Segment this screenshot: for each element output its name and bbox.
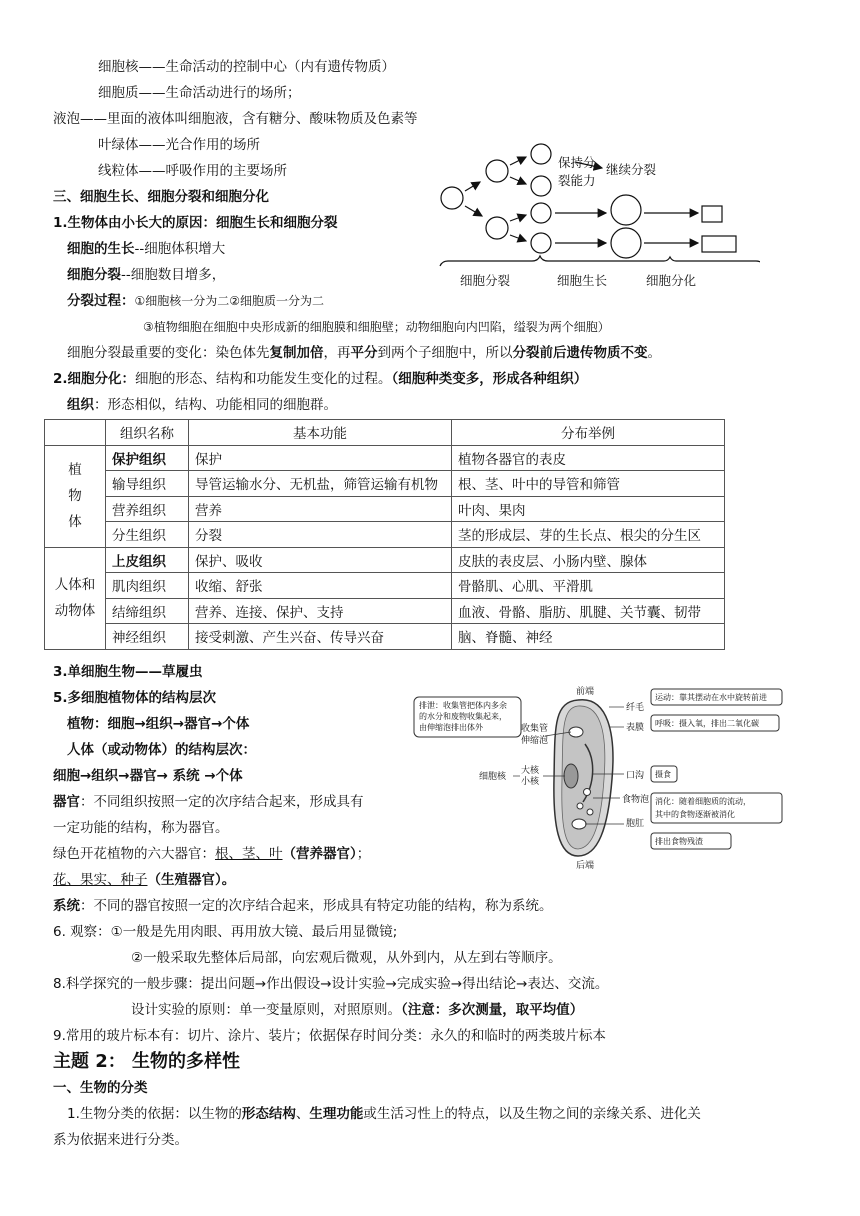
sci-steps: 8.科学探究的一般步骤：提出问题→作出假设→设计实验→完成实验→得出结论→表达、交流。 bbox=[53, 976, 609, 992]
observe-2: ②一般采取先整体后局部，向宏观后微观，从外到内，从左到右等顺序。 bbox=[131, 950, 562, 966]
vacuole-label: 伸缩泡 bbox=[521, 736, 549, 746]
slides: 9.常用的玻片标本有：切片、涂片、装片；依据保存时间分类：永久的和临时的两类玻片标本 bbox=[53, 1028, 606, 1044]
table-row bbox=[45, 471, 725, 497]
table-row bbox=[45, 445, 725, 471]
growth-def bbox=[67, 239, 225, 259]
tissue-func: 营养、连接、保护、支持 bbox=[189, 598, 452, 624]
continue-text: 继续分裂 bbox=[606, 162, 657, 177]
six-b: 根、茎、叶 bbox=[215, 846, 283, 862]
animal-levels: 细胞→组织→器官→ 系统 →个体 bbox=[53, 768, 243, 784]
collect-label: 收集管 bbox=[521, 724, 549, 734]
vacuole-line: 液泡——里面的液体叫细胞液，含有糖分、酸味物质及色素等 bbox=[53, 111, 418, 127]
group-plant bbox=[45, 445, 106, 547]
keep-text-2: 裂能力 bbox=[558, 173, 596, 188]
egest-text: 排出食物残渣 bbox=[655, 837, 703, 846]
change-a: 细胞分裂最重要的变化：染色体先 bbox=[67, 345, 270, 361]
tissue-name: 输导组织 bbox=[106, 471, 189, 497]
topic2-subtitle: 一、生物的分类 bbox=[53, 1080, 148, 1096]
sci-note: （注意：多次测量，取平均值） bbox=[401, 1002, 584, 1018]
table-row bbox=[45, 496, 725, 522]
lower-cell bbox=[486, 217, 508, 239]
label-growth: 细胞生长 bbox=[557, 273, 608, 288]
cell-division-diagram bbox=[430, 140, 760, 295]
group-plant-1: 植 bbox=[68, 462, 82, 478]
division-process bbox=[67, 291, 324, 311]
section3-title: 三、细胞生长、细胞分裂和细胞分化 bbox=[53, 189, 269, 205]
diff-text: 细胞的形态、结构和功能发生变化的过程。 bbox=[135, 371, 392, 387]
six-d: ； bbox=[356, 846, 371, 862]
table-row bbox=[45, 547, 725, 573]
plant-levels: 植物：细胞→组织→器官→个体 bbox=[67, 716, 250, 732]
table-row bbox=[45, 573, 725, 599]
organ-label: 器官 bbox=[53, 794, 80, 810]
classification-basis bbox=[67, 1104, 701, 1124]
tissue-label: 组织 bbox=[67, 397, 94, 413]
tissue-func: 收缩、舒张 bbox=[189, 573, 452, 599]
basis-a: 1.生物分类的依据：以生物的 bbox=[67, 1106, 242, 1122]
change-g: 。 bbox=[647, 345, 661, 361]
group-animal bbox=[45, 547, 106, 649]
upper-cell bbox=[486, 160, 508, 182]
paramecium-title: 3.单细胞生物——草履虫 bbox=[53, 664, 203, 680]
tissue-dist: 叶肉、果肉 bbox=[452, 496, 725, 522]
process-steps: ①细胞核一分为二②细胞质一分为二 bbox=[134, 294, 325, 308]
classification-basis-2: 系为依据来进行分类。 bbox=[53, 1132, 188, 1148]
macro-label: 大核 bbox=[521, 766, 540, 776]
mitochondria-line: 线粒体——呼吸作用的主要场所 bbox=[98, 163, 287, 179]
tissue-func: 导管运输水分、无机盐，筛管运输有机物 bbox=[189, 471, 452, 497]
organ-def-2: 一定功能的结构，称为器官。 bbox=[53, 820, 229, 836]
breath-text: 呼吸：摄入氧，排出二氧化碳 bbox=[655, 719, 759, 728]
observe-1: 6. 观察：①一般是先用肉眼、再用放大镜、最后用显微镜; bbox=[53, 924, 398, 940]
group-animal-2: 动物体 bbox=[54, 603, 96, 619]
animal-levels-title: 人体（或动物体）的结构层次： bbox=[67, 742, 256, 758]
header-func: 基本功能 bbox=[189, 420, 452, 446]
tissue-text: ：形态相似，结构、功能相同的细胞群。 bbox=[94, 397, 337, 413]
group-plant-3: 体 bbox=[68, 514, 82, 530]
nucleus-label: 细胞核 bbox=[479, 772, 507, 782]
cytoplasm-line: 细胞质——生命活动进行的场所； bbox=[98, 85, 301, 101]
tissue-def bbox=[67, 395, 337, 415]
tissue-func: 保护、吸收 bbox=[189, 547, 452, 573]
topic2-title: 主题 2： 生物的多样性 bbox=[53, 1051, 241, 1072]
six-organs-1 bbox=[53, 844, 370, 864]
diff-label: 2.细胞分化： bbox=[53, 371, 136, 387]
tissue-func: 营养 bbox=[189, 496, 452, 522]
table-row bbox=[45, 522, 725, 548]
tissue-name: 上皮组织 bbox=[106, 547, 189, 573]
cilia-label: 纤毛 bbox=[626, 703, 645, 713]
header-dist: 分布举例 bbox=[452, 420, 725, 446]
levels-title: 5.多细胞植物体的结构层次 bbox=[53, 690, 217, 706]
paramecium-diagram bbox=[413, 684, 785, 872]
change-b: 复制加倍 bbox=[269, 345, 324, 361]
diff-note: （细胞种类变多，形成各种组织） bbox=[391, 371, 588, 387]
keep-text-1: 保持分 bbox=[558, 155, 596, 170]
organ-text: ：不同组织按照一定的次序结合起来，形成具有 bbox=[80, 794, 364, 810]
division-change bbox=[67, 343, 661, 363]
chloroplast-line: 叶绿体——光合作用的场所 bbox=[98, 137, 260, 153]
tissue-dist: 血液、骨骼、脂肪、肌腱、关节囊、韧带 bbox=[452, 598, 725, 624]
sci-principle bbox=[131, 1000, 583, 1020]
label-diff: 细胞分化 bbox=[646, 273, 697, 288]
tissue-dist: 皮肤的表皮层、小肠内壁、腺体 bbox=[452, 547, 725, 573]
digest-text-2: 其中的食物逐渐被消化 bbox=[655, 810, 735, 819]
tissue-table bbox=[44, 419, 725, 650]
ingest-text: 摄食 bbox=[655, 770, 671, 779]
group-animal-1: 人体和 bbox=[54, 577, 96, 593]
table-header-row bbox=[45, 420, 725, 446]
tissue-func: 保护 bbox=[189, 445, 452, 471]
food-vacuole-label: 食物泡 bbox=[622, 795, 650, 805]
basis-d: 生理功能 bbox=[309, 1106, 364, 1122]
growth-label: 细胞的生长 bbox=[67, 241, 135, 257]
basis-b: 形态结构 bbox=[241, 1106, 296, 1122]
system-def bbox=[53, 896, 553, 916]
differentiated-cell bbox=[702, 206, 722, 222]
excretion-text-3: 由伸缩泡排出体外 bbox=[419, 723, 483, 732]
division-def bbox=[67, 265, 225, 285]
differentiation bbox=[53, 369, 587, 389]
change-c: ，再 bbox=[323, 345, 351, 361]
basis-c: 、 bbox=[295, 1106, 310, 1122]
nucleus-line: 细胞核——生命活动的控制中心（内有遗传物质） bbox=[98, 59, 395, 75]
group-plant-2: 物 bbox=[68, 488, 82, 504]
table-row bbox=[45, 624, 725, 650]
growth-reason: 1.生物体由小长大的原因：细胞生长和细胞分裂 bbox=[53, 215, 338, 231]
excretion-text-2: 的水分和废物收集起来， bbox=[419, 712, 507, 721]
tissue-dist: 植物各器官的表皮 bbox=[452, 445, 725, 471]
pellicle-label: 表膜 bbox=[626, 723, 645, 733]
six-f: （生殖器官） bbox=[147, 872, 222, 888]
change-e: 到两个子细胞中，所以 bbox=[377, 345, 513, 361]
tissue-name: 结缔组织 bbox=[106, 598, 189, 624]
system-text: ：不同的器官按照一定的次序结合起来，形成具有特定功能的结构，称为系统。 bbox=[80, 898, 553, 914]
grown-cell bbox=[611, 195, 641, 225]
anal-pore-label: 胞肛 bbox=[626, 819, 645, 829]
system-label: 系统 bbox=[53, 898, 80, 914]
organ-def bbox=[53, 792, 364, 812]
tissue-dist: 脑、脊髓、神经 bbox=[452, 624, 725, 650]
basis-e: 或生活习性上的特点，以及生物之间的亲缘关系、进化关 bbox=[363, 1106, 701, 1122]
division-text: --细胞数目增多， bbox=[121, 267, 226, 283]
tissue-name: 神经组织 bbox=[106, 624, 189, 650]
six-g: 。 bbox=[221, 872, 236, 888]
six-c: （营养器官） bbox=[282, 846, 357, 862]
six-a: 绿色开花植物的六大器官： bbox=[53, 846, 215, 862]
change-f: 分裂前后遗传物质不变 bbox=[512, 345, 648, 361]
tissue-name: 肌肉组织 bbox=[106, 573, 189, 599]
motion-text: 运动：靠其摆动在水中旋转前进 bbox=[655, 693, 767, 702]
process-step-3: ③植物细胞在细胞中央形成新的细胞膜和细胞壁；动物细胞向内凹陷，缢裂为两个细胞） bbox=[143, 320, 610, 334]
division-label: 细胞分裂 bbox=[67, 267, 121, 283]
tissue-name: 分生组织 bbox=[106, 522, 189, 548]
tissue-dist: 根、茎、叶中的导管和筛管 bbox=[452, 471, 725, 497]
table-row bbox=[45, 598, 725, 624]
micro-label: 小核 bbox=[521, 777, 540, 787]
six-e: 花、果实、种子 bbox=[53, 872, 148, 888]
paramecium-body bbox=[554, 700, 613, 856]
tissue-name: 保护组织 bbox=[106, 445, 189, 471]
six-organs-2 bbox=[53, 870, 235, 890]
label-division: 细胞分裂 bbox=[460, 273, 511, 288]
front-label: 前端 bbox=[576, 687, 595, 697]
header-name: 组织名称 bbox=[106, 420, 189, 446]
sci-principle-text: 设计实验的原则：单一变量原则，对照原则。 bbox=[131, 1002, 401, 1018]
tissue-dist: 骨骼肌、心肌、平滑肌 bbox=[452, 573, 725, 599]
digest-text-1: 消化：随着细胞质的流动， bbox=[655, 797, 751, 806]
excretion-text-1: 排泄：收集管把体内多余 bbox=[419, 701, 507, 710]
tissue-func: 分裂 bbox=[189, 522, 452, 548]
tissue-name: 营养组织 bbox=[106, 496, 189, 522]
initial-cell bbox=[441, 187, 463, 209]
process-label: 分裂过程： bbox=[67, 293, 135, 309]
back-label: 后端 bbox=[576, 861, 595, 871]
tissue-dist: 茎的形成层、芽的生长点、根尖的分生区 bbox=[452, 522, 725, 548]
tissue-func: 接受刺激、产生兴奋、传导兴奋 bbox=[189, 624, 452, 650]
growth-text: --细胞体积增大 bbox=[134, 241, 226, 257]
oral-groove-label: 口沟 bbox=[626, 771, 645, 781]
change-d: 平分 bbox=[350, 345, 378, 361]
